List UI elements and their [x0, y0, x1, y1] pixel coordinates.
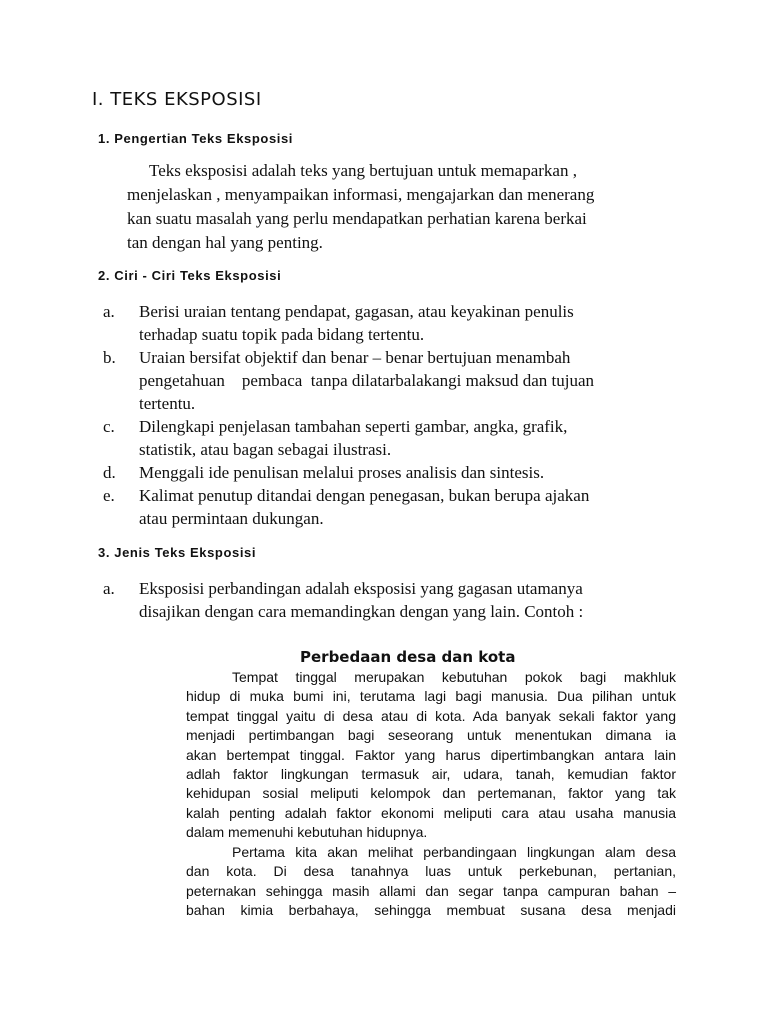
list-item — [103, 577, 663, 623]
list-marker: a. — [103, 579, 115, 598]
jenis-list — [103, 577, 663, 623]
excerpt-line: adlah faktor lingkungan termasuk air, udara, tanah, kemudian faktor — [186, 766, 676, 783]
section-heading-jenis: 3. Jenis Teks Eksposisi — [98, 545, 257, 560]
page-title: I. TEKS EKSPOSISI — [92, 89, 262, 110]
section-heading-ciri-ciri: 2. Ciri - Ciri Teks Eksposisi — [98, 268, 282, 283]
list-item-line: Berisi uraian tentang pendapat, gagasan, atau keyakinan penulis — [139, 302, 574, 321]
list-marker: a. — [103, 302, 115, 321]
excerpt-paragraph-1 — [186, 668, 676, 843]
excerpt-line: dalam memenuhi kebutuhan hidupnya. — [186, 824, 428, 841]
list-item-line: disajikan dengan cara memandingkan dengan yang lain. Contoh : — [139, 602, 584, 621]
list-item — [103, 415, 663, 461]
list-item-line: Eksposisi perbandingan adalah eksposisi yang gagasan utamanya — [139, 579, 583, 598]
paragraph-line: kan suatu masalah yang perlu mendapatkan perhatian karena berkai — [127, 209, 587, 228]
excerpt-line: menjadi pertimbangan bagi seseorang untuk menentukan dimana ia — [186, 727, 676, 744]
excerpt-line: Tempat tinggal merupakan kebutuhan pokok bagi makhluk — [232, 669, 676, 685]
ciri-ciri-list — [103, 300, 663, 530]
excerpt-line: tempat tinggal yaitu di desa atau di kota. Ada banyak sekali faktor yang — [186, 707, 676, 724]
list-marker: b. — [103, 348, 116, 367]
excerpt-line: bahan kimia berbahaya, sehingga membuat susana desa menjadi — [186, 902, 676, 919]
list-item-line: pengetahuan pembaca tanpa dilatarbalakangi maksud dan tujuan — [139, 371, 595, 390]
list-item — [103, 484, 663, 530]
list-item-line: Uraian bersifat objektif dan benar – benar bertujuan menambah — [139, 348, 571, 367]
list-marker: d. — [103, 463, 116, 482]
excerpt-title: Perbedaan desa dan kota — [300, 648, 516, 666]
excerpt-line: Pertama kita akan melihat perbandingaan lingkungan alam desa — [232, 844, 676, 860]
excerpt-line: dan kota. Di desa tanahnya luas untuk perkebunan, pertanian, — [186, 863, 676, 880]
list-item — [103, 346, 663, 415]
excerpt-line: kehidupan sosial meliputi kelompok dan pertemanan, faktor yang tak — [186, 785, 676, 802]
list-item-line: Kalimat penutup ditandai dengan penegasan, bukan berupa ajakan — [139, 486, 590, 505]
list-item-line: tertentu. — [139, 394, 196, 413]
paragraph-line: menjelaskan , menyampaikan informasi, mengajarkan dan menerang — [127, 185, 595, 204]
list-item-line: Menggali ide penulisan melalui proses analisis dan sintesis. — [139, 463, 545, 482]
section-heading-pengertian: 1. Pengertian Teks Eksposisi — [98, 131, 294, 146]
list-item-line: statistik, atau bagan sebagai ilustrasi. — [139, 440, 392, 459]
excerpt-line: hidup di muka bumi ini, terutama lagi bagi manusia. Dua pilihan untuk — [186, 688, 676, 705]
list-marker: e. — [103, 486, 115, 505]
paragraph-line: tan dengan hal yang penting. — [127, 233, 323, 252]
list-marker: c. — [103, 417, 115, 436]
excerpt-paragraph-2 — [186, 843, 676, 921]
list-item-line: Dilengkapi penjelasan tambahan seperti gambar, angka, grafik, — [139, 417, 568, 436]
list-item — [103, 461, 663, 484]
excerpt-line: peternakan sehingga masih allami dan segar tanpa campuran bahan – — [186, 882, 676, 899]
excerpt-line: kalah penting adalah faktor ekonomi meliputi cara atau usaha manusia — [186, 804, 676, 821]
list-item-line: atau permintaan dukungan. — [139, 509, 324, 528]
list-item — [103, 300, 663, 346]
list-item-line: terhadap suatu topik pada bidang tertentu. — [139, 325, 425, 344]
excerpt-line: akan bertempat tinggal. Faktor yang harus dipertimbangkan antara lain — [186, 746, 676, 763]
paragraph-line: Teks eksposisi adalah teks yang bertujuan untuk memaparkan , — [149, 161, 577, 180]
